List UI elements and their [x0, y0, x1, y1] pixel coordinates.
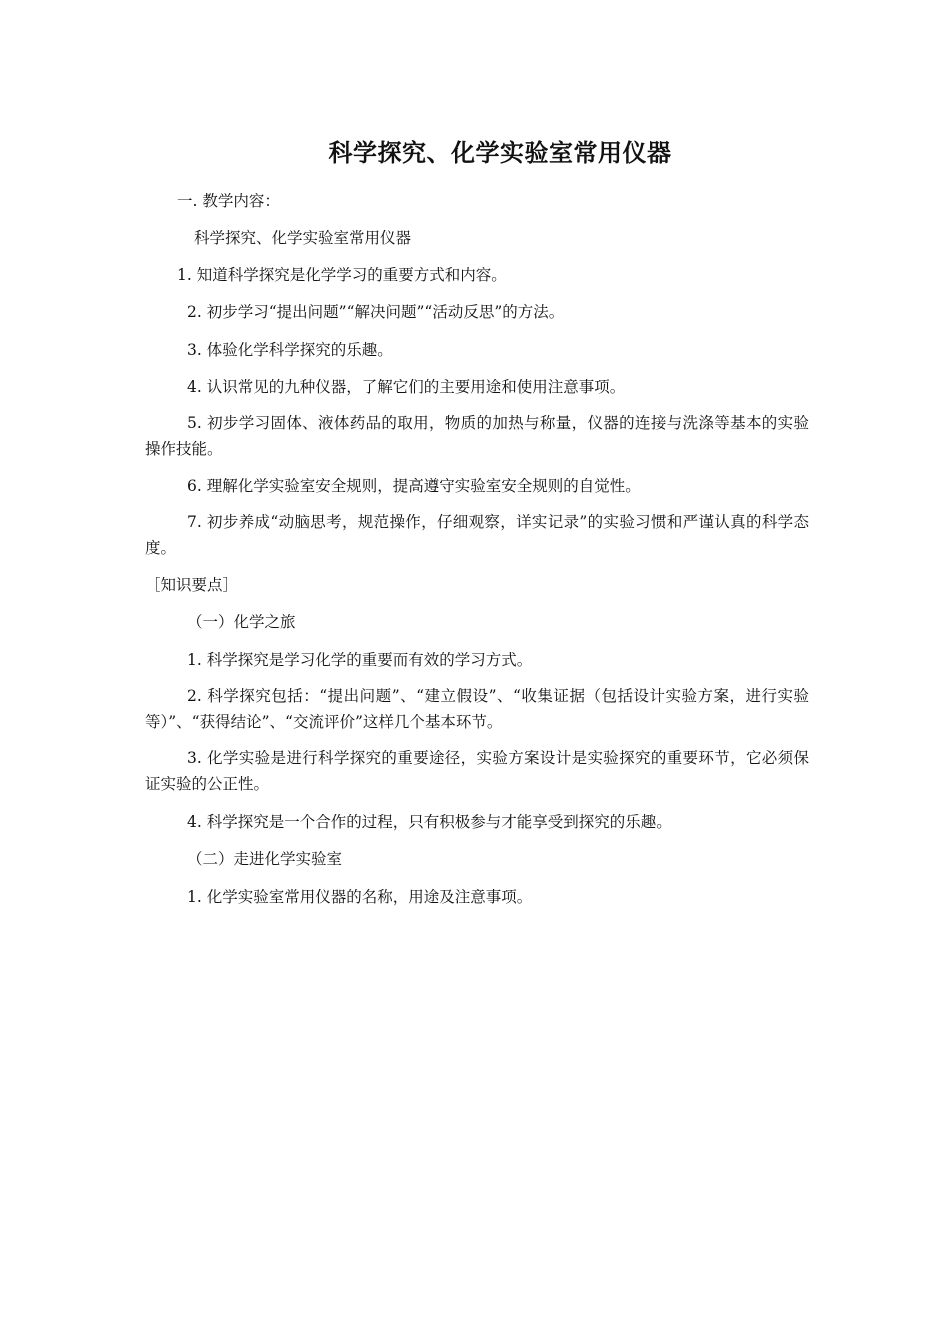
part1-heading: （一）化学之旅	[187, 613, 296, 631]
part1-item-4: 4. 科学探究是一个合作的过程，只有积极参与才能享受到探究的乐趣。	[187, 813, 672, 831]
teaching-item-6: 6. 理解化学实验室安全规则，提高遵守实验室安全规则的自觉性。	[187, 477, 641, 495]
part1-item-2: 2. 科学探究包括：“提出问题”、“建立假设”、“收集证据（包括设计实验方案，进行实验等）”、“获得结论”、“交流评价”这样几个基本环节。	[145, 687, 809, 731]
part2-item-1: 1. 化学实验室常用仪器的名称，用途及注意事项。	[187, 888, 533, 906]
document-title: 科学探究、化学实验室常用仪器	[328, 138, 672, 167]
knowledge-heading: ［知识要点］	[145, 576, 239, 594]
part1-item-3: 3. 化学实验是进行科学探究的重要途径，实验方案设计是实验探究的重要环节，它必须保证实验的公正性。	[145, 749, 809, 793]
teaching-item-1: 1. 知道科学探究是化学学习的重要方式和内容。	[177, 266, 507, 284]
teaching-item-5: 5. 初步学习固体、液体药品的取用，物质的加热与称量，仪器的连接与洗涤等基本的实验操作技能。	[145, 414, 809, 458]
teaching-content-subtitle: 科学探究、化学实验室常用仪器	[194, 229, 412, 247]
teaching-item-4: 4. 认识常见的九种仪器，了解它们的主要用途和使用注意事项。	[187, 378, 626, 396]
teaching-item-3: 3. 体验化学科学探究的乐趣。	[187, 341, 393, 359]
teaching-item-2: 2. 初步学习“提出问题”“解决问题”“活动反思”的方法。	[187, 303, 565, 321]
part2-heading: （二）走进化学实验室	[187, 850, 343, 868]
teaching-item-7: 7. 初步养成“动脑思考，规范操作，仔细观察，详实记录”的实验习惯和严谨认真的科学态度。	[145, 513, 809, 557]
part1-item-1: 1. 科学探究是学习化学的重要而有效的学习方式。	[187, 651, 533, 669]
teaching-content-heading: 一. 教学内容：	[177, 192, 280, 210]
